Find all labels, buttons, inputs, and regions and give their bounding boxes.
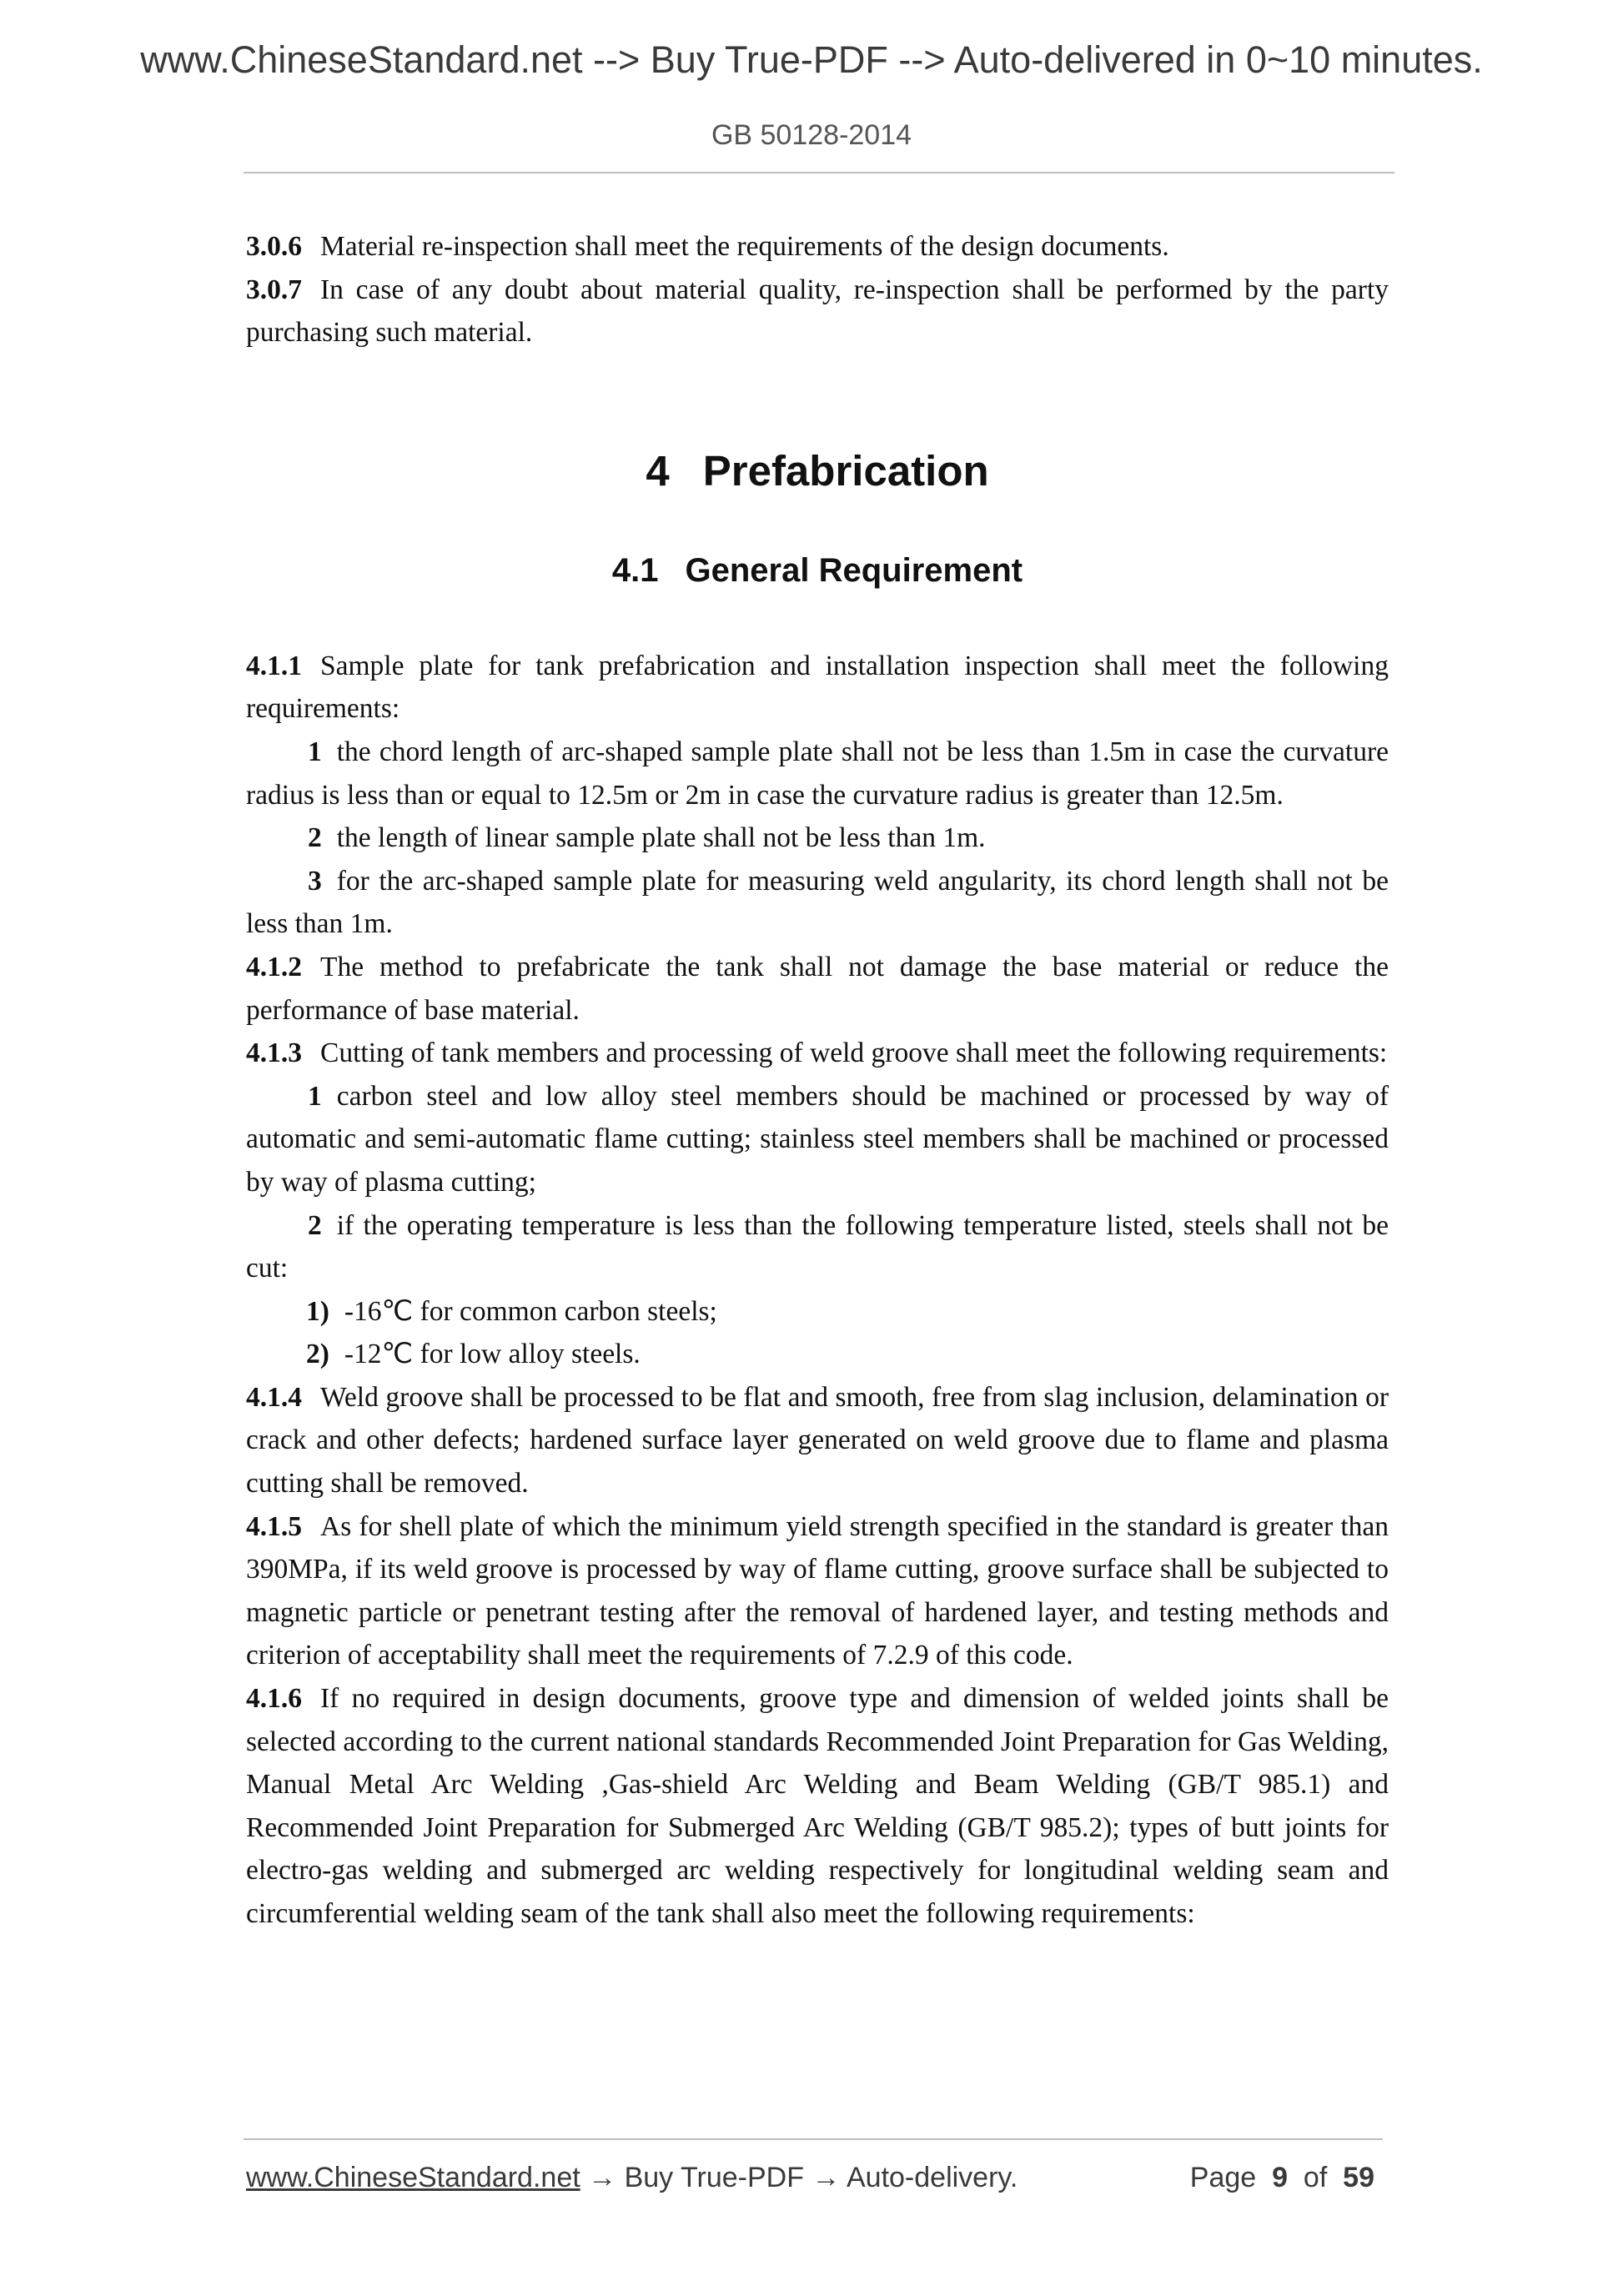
clause-4-1-6	[246, 1677, 1389, 1936]
clause-3-0-6	[246, 225, 1389, 269]
item-number: 2	[308, 1209, 322, 1241]
sub-item	[246, 1290, 1389, 1334]
section-heading	[246, 550, 1389, 591]
list-item	[246, 1204, 1389, 1290]
clause-4-1-4	[246, 1376, 1389, 1505]
clause-4-1-5	[246, 1505, 1389, 1677]
sub-item-number: 2)	[306, 1339, 329, 1370]
standard-code: GB 50128-2014	[711, 119, 912, 151]
of-label: of	[1303, 2162, 1328, 2193]
list-item	[246, 1075, 1389, 1204]
clause-text: Weld groove shall be processed to be flat and smooth, free from slag inclusion, delamination or crack and other defects; hardened surface layer generated on weld groove due to flame and plasma cutting shall be removed.	[246, 1381, 1389, 1500]
page-number: 9	[1272, 2162, 1288, 2193]
document-body	[246, 225, 1389, 1936]
item-text: carbon steel and low alloy steel members should be machined or processed by way of automatic and semi-automatic flame cutting; stainless steel members shall be machined or processed by way of plasma cutting;	[246, 1080, 1389, 1198]
item-text: for the arc-shaped sample plate for measuring weld angularity, its chord length shall not be less than 1m.	[246, 865, 1389, 940]
top-banner: www.ChineseStandard.net --> Buy True-PDF --> Auto-delivered in 0~10 minutes.	[140, 38, 1483, 81]
footer-promo	[246, 2157, 1018, 2198]
clause-text: Cutting of tank members and processing of weld groove shall meet the following requirements:	[320, 1037, 1388, 1069]
item-text: if the operating temperature is less than the following temperature listed, steels shall not be cut:	[246, 1209, 1389, 1284]
sub-item	[246, 1333, 1389, 1376]
clause-3-0-7	[246, 269, 1389, 354]
clause-text: If no required in design documents, groove type and dimension of welded joints shall be selected according to the current national standards Recommended Joint Preparation for Gas Welding, Manual Metal Arc Welding ,Gas-shield Arc Welding and Beam Welding (GB/T 985.1) and Recommended Joint Preparation for Submerged Arc Welding (GB/T 985.2); types of butt joints for electro-gas welding and submerged arc welding respectively for longitudinal welding seam and circumferential welding seam of the tank shall also meet the following requirements:	[246, 1683, 1389, 1929]
item-number: 1	[308, 1080, 322, 1112]
clause-number: 3.0.6	[246, 231, 302, 262]
clause-number: 4.1.4	[246, 1381, 302, 1413]
page-indicator	[1190, 2157, 1374, 2198]
sub-item-text: -16℃ for common carbon steels;	[344, 1295, 717, 1327]
chapter-title: Prefabrication	[702, 446, 989, 495]
sub-item-text: -12℃ for low alloy steels.	[344, 1339, 641, 1370]
chapter-heading	[246, 446, 1389, 496]
clause-number: 4.1.6	[246, 1683, 302, 1715]
clause-number: 4.1.3	[246, 1037, 302, 1069]
page-footer	[246, 2157, 1384, 2198]
clause-4-1-3	[246, 1032, 1389, 1075]
list-item	[246, 860, 1389, 946]
clause-number: 4.1.1	[246, 650, 302, 681]
clause-4-1-1	[246, 645, 1389, 731]
item-number: 1	[308, 736, 322, 767]
item-number: 2	[308, 822, 322, 854]
clause-4-1-2	[246, 946, 1389, 1032]
footer-link[interactable]: www.ChineseStandard.net	[246, 2162, 580, 2193]
clause-text: In case of any doubt about material quality, re-inspection shall be performed by the party purchasing such material.	[246, 274, 1389, 349]
list-item	[246, 816, 1389, 860]
header-divider	[244, 172, 1394, 173]
item-text: the length of linear sample plate shall not be less than 1m.	[336, 822, 986, 854]
clause-text: Sample plate for tank prefabrication and installation inspection shall meet the following requirements:	[246, 650, 1389, 725]
clause-number: 3.0.7	[246, 274, 302, 305]
clause-text: The method to prefabricate the tank shall not damage the base material or reduce the performance of base material.	[246, 951, 1389, 1026]
page-total: 59	[1343, 2162, 1374, 2193]
sub-item-number: 1)	[306, 1295, 329, 1327]
footer-tail: → Buy True-PDF → Auto-delivery.	[580, 2162, 1018, 2193]
section-number: 4.1	[611, 551, 659, 589]
clause-text: As for shell plate of which the minimum yield strength specified in the standard is greater than 390MPa, if its weld groove is processed by way of flame cutting, groove surface shall be subjected to magnetic particle or penetrant testing after the removal of hardened layer, and testing methods and criterion of acceptability shall meet the requirements of 7.2.9 of this code.	[246, 1510, 1389, 1671]
item-number: 3	[308, 865, 322, 897]
clause-text: Material re-inspection shall meet the requirements of the design documents.	[320, 231, 1169, 262]
footer-divider	[244, 2138, 1383, 2140]
list-item	[246, 731, 1389, 816]
chapter-number: 4	[646, 446, 670, 495]
clause-number: 4.1.2	[246, 951, 302, 982]
clause-number: 4.1.5	[246, 1510, 302, 1542]
item-text: the chord length of arc-shaped sample plate shall not be less than 1.5m in case the curvature radius is less than or equal to 12.5m or 2m in case the curvature radius is greater than 12.5m.	[246, 736, 1389, 811]
section-title: General Requirement	[685, 551, 1023, 589]
page-label: Page	[1189, 2162, 1257, 2193]
